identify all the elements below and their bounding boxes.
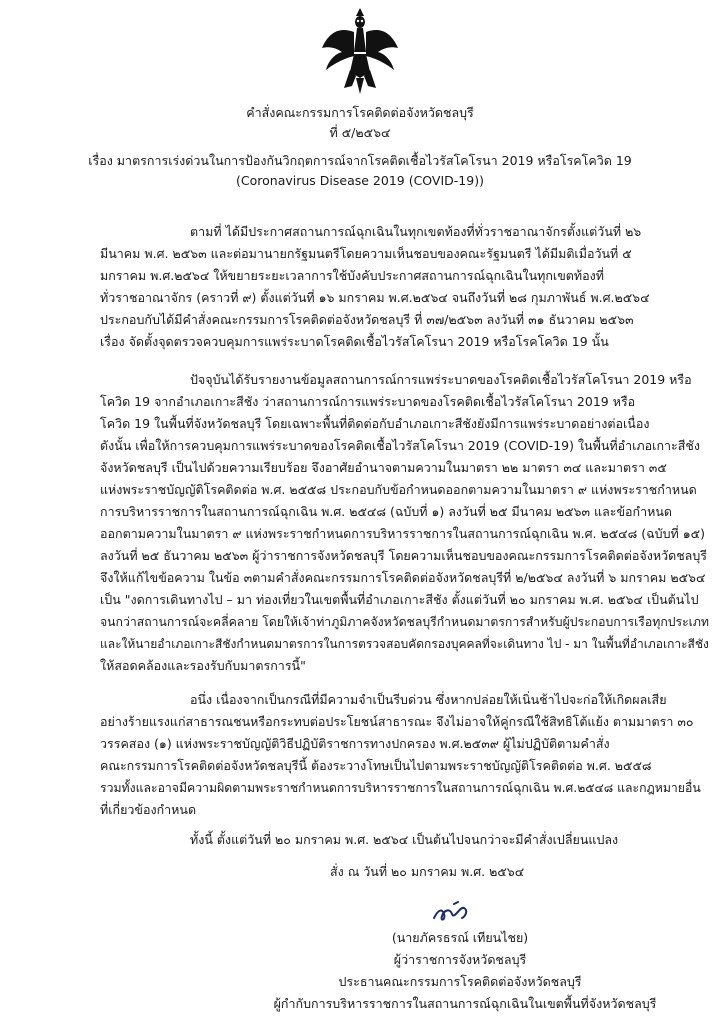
paragraph-line: ปัจจุบันได้รับรายงานข้อมูลสถานการณ์การแพร่ระบาดของโรคติดเชื้อไวรัสโคโรนา 2019 หรือ <box>190 372 692 387</box>
paragraph-line: คณะกรรมการโรคติดต่อจังหวัดชลบุรีนี้ ต้องระวางโทษเป็นไปตามพระราชบัญญัติโรคติดต่อ พ.ศ. ๒๕๕๘ <box>100 758 652 773</box>
paragraph-line: วรรคสอง (๑) แห่งพระราชบัญญัติวิธีปฏิบัติราชการทางปกครอง พ.ศ.๒๕๓๙ ผู้ไม่ปฏิบัติตามคำสั่ง <box>100 736 610 751</box>
paragraph-line: จึงให้แก้ไขข้อความ ในข้อ ๓ตามคำสั่งคณะกรรมการโรคติดต่อจังหวัดชลบุรีที่ ๒/๒๕๖๔ ลงวันที่ ๖ มกราคม ๒๕๖๔ <box>100 570 706 585</box>
paragraph-line: จนกว่าสถานการณ์จะคลี่คลาย โดยให้เจ้าท่าภูมิภาคจังหวัดชลบุรีกำหนดมาตรการสำหรับผู้ประกอบการเรือทุกประเภท <box>100 615 710 629</box>
paragraph-line: มีนาคม พ.ศ. ๒๕๖๓ และต่อมานายกรัฐมนตรีโดยความเห็นชอบของคณะรัฐมนตรี ได้มีมติเมื่อวันที่ ๕ <box>100 246 632 261</box>
paragraph-line: ทั่วราชอาณาจักร (คราวที่ ๙) ตั้งแต่วันที่ ๑๖ มกราคม พ.ศ.๒๕๖๔ จนถึงวันที่ ๒๘ กุมภาพันธ์ พ.ศ.๒๕๖๔ <box>100 290 650 305</box>
order-title: คำสั่งคณะกรรมการโรคติดต่อจังหวัดชลบุรี <box>246 105 474 120</box>
paragraph-line: และให้นายอำเภอเกาะสีชังกำหนดมาตรการในการตรวจสอบคัดกรองบุคคลที่จะเดินทาง ไป - มา ในพื้นที่อำเภอเกาะสีชัง <box>100 637 709 651</box>
signatory-name: (นายภัครธรณ์ เทียนไชย) <box>391 930 529 945</box>
paragraph-line: มกราคม พ.ศ.๒๕๖๔ ให้ขยายระยะเวลาการใช้บังคับประกาศสถานการณ์ฉุกเฉินในทุกเขตท้องที่ <box>100 268 604 283</box>
garuda-emblem-icon <box>318 6 402 96</box>
order-subject-en: (Coronavirus Disease 2019 (COVID-19)) <box>236 173 484 188</box>
signatory-position: ประธานคณะกรรมการโรคติดต่อจังหวัดชลบุรี <box>338 974 582 989</box>
paragraph-line: โควิด 19 ในพื้นที่จังหวัดชลบุรี โดยเฉพาะพื้นที่ติดต่อกับอำเภอเกาะสีชังยังมีการแพร่ระบาดอย่างต่อเนื่อง <box>100 416 650 431</box>
paragraph-line: เป็น "งดการเดินทางไป – มา ท่องเที่ยวในเขตพื้นที่อำเภอเกาะสีชัง ตั้งแต่วันที่ ๒๐ มกราคม พ.ศ. ๒๕๖๔ เป็นต้นไป <box>100 592 699 607</box>
paragraph-line: ที่เกี่ยวข้องกำหนด <box>100 802 197 817</box>
paragraph-line: การบริหารราชการในสถานการณ์ฉุกเฉิน พ.ศ. ๒๕๔๘ (ฉบับที่ ๑) ลงวันที่ ๒๕ มีนาคม ๒๕๖๓ และข้อกำหนด <box>100 504 672 519</box>
effective-date-text: ทั้งนี้ ตั้งแต่วันที่ ๒๐ มกราคม พ.ศ. ๒๕๖๔ เป็นต้นไปจนกว่าจะมีคำสั่งเปลี่ยนแปลง <box>190 832 619 847</box>
paragraph-line: โควิด 19 จากอำเภอเกาะสีชัง ว่าสถานการณ์การแพร่ระบาดของโรคติดเชื้อไวรัสโคโรนา 2019 หรือ <box>100 394 636 409</box>
paragraph-line: อย่างร้ายแรงแก่สาธารณชนหรือกระทบต่อประโยชน์สาธารณะ จึงไม่อาจให้คู่กรณีใช้สิทธิโต้แย้ง ตามมาตรา ๓๐ <box>100 714 694 729</box>
signed-date: สั่ง ณ วันที่ ๒๐ มกราคม พ.ศ. ๒๕๖๔ <box>330 864 525 879</box>
paragraph-line: ลงวันที่ ๒๕ ธันวาคม ๒๕๖๓ ผู้ว่าราชการจังหวัดชลบุรี โดยความเห็นชอบของคณะกรรมการโรคติดต่อจังหวัดชลบุรี <box>100 548 707 563</box>
order-subject: เรื่อง มาตรการเร่งด่วนในการป้องกันวิกฤตการณ์จากโรคติดเชื้อไวรัสโคโรนา 2019 หรือโรคโควิด 19 <box>88 153 632 168</box>
paragraph-line: จังหวัดชลบุรี เป็นไปด้วยความเรียบร้อย จึงอาศัยอำนาจตามความในมาตรา ๒๒ มาตรา ๓๔ และมาตรา ๓๕ <box>100 460 667 475</box>
signatory-position: ผู้กำกับการบริหารราชการในสถานการณ์ฉุกเฉินในเขตพื้นที่จังหวัดชลบุรี <box>273 996 657 1011</box>
paragraph-line: ดังนั้น เพื่อให้การควบคุมการแพร่ระบาดของโรคติดเชื้อไวรัสโคโรนา 2019 (COVID-19) ในพื้นที่อำเภอเกาะสีชัง <box>100 438 700 453</box>
paragraph-line: ประกอบกับได้มีคำสั่งคณะกรรมการโรคติดต่อจังหวัดชลบุรี ที่ ๓๗/๒๕๖๓ ลงวันที่ ๓๑ ธันวาคม ๒๕๖๓ <box>100 312 634 327</box>
paragraph-line: ให้สอดคล้องและรองรับกับมาตรการนี้" <box>100 658 306 673</box>
paragraph-line: ออกตามความในมาตรา ๙ แห่งพระราชกำหนดการบริหารราชการในสถานการณ์ฉุกเฉิน พ.ศ. ๒๕๔๘ (ฉบับที่ ๑๕) <box>100 526 705 541</box>
signatory-position: ผู้ว่าราชการจังหวัดชลบุรี <box>393 952 527 967</box>
paragraph-line: ตามที่ ได้มีประกาศสถานการณ์ฉุกเฉินในทุกเขตท้องที่ทั่วราชอาณาจักรตั้งแต่วันที่ ๒๖ <box>190 224 642 239</box>
order-number: ที่ ๕/๒๕๖๔ <box>329 125 391 140</box>
paragraph-line: เรื่อง จัดตั้งจุดตรวจควบคุมการแพร่ระบาดโรคติดเชื้อไวรัสโคโรนา 2019 หรือโรคโควิด 19 นั้น <box>100 334 609 349</box>
signature-icon <box>430 900 472 926</box>
paragraph-line: อนึ่ง เนื่องจากเป็นกรณีที่มีความจำเป็นรีบด่วน ซึ่งหากปล่อยให้เนิ่นช้าไปจะก่อให้เกิดผลเสีย <box>190 692 667 707</box>
paragraph-line: รวมทั้งและอาจมีความผิดตามพระราชกำหนดการบริหารราชการในสถานการณ์ฉุกเฉิน พ.ศ.๒๕๔๘ และกฎหมายอื่น <box>100 781 701 795</box>
paragraph-line: แห่งพระราชบัญญัติโรคติดต่อ พ.ศ. ๒๕๕๘ ประกอบกับข้อกำหนดออกตามความในมาตรา ๙ แห่งพระราชกำหนด <box>100 482 697 497</box>
